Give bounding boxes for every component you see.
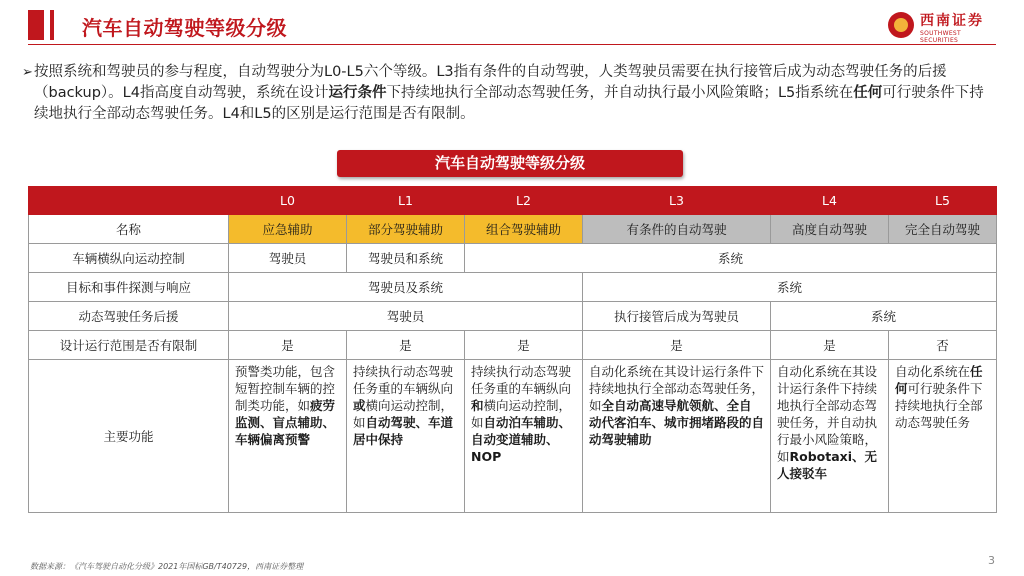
func-bold: 全自动高速导航领航、全自动代客泊车、城市拥堵路段的自动驾驶辅助: [589, 398, 765, 447]
func-text: 预警类功能，包含短暂控制车辆的控制类功能，如: [235, 364, 336, 413]
table-cell: 系统: [771, 302, 997, 331]
table-cell: 否: [889, 331, 997, 360]
intro-bold-1: 运行条件: [328, 85, 387, 101]
table-cell: 是: [347, 331, 465, 360]
function-cell-l4: [771, 360, 889, 513]
page-number: 3: [988, 554, 995, 567]
header-level: L1: [347, 187, 465, 215]
table-row: [29, 244, 997, 273]
header-level: L0: [229, 187, 347, 215]
function-cell-l2: [465, 360, 583, 513]
level-name-cell: 部分驾驶辅助: [347, 215, 465, 244]
function-cell-l3: [583, 360, 771, 513]
func-bold: 自动泊车辅助、自动变道辅助、NOP: [471, 415, 572, 464]
table-cell: 驾驶员及系统: [229, 273, 583, 302]
level-table: [28, 186, 997, 513]
bullet-arrow-icon: ➢: [22, 65, 33, 80]
title-divider: [28, 44, 996, 45]
func-text: 持续执行动态驾驶任务重的车辆纵向: [471, 364, 572, 396]
table-row: [29, 273, 997, 302]
row-label: 设计运行范围是否有限制: [29, 331, 229, 360]
table-cell: 驾驶员: [229, 244, 347, 273]
func-text: 可行驶条件下持续地执行全部动态驾驶任务: [895, 381, 983, 430]
func-text: 自动化系统在: [895, 364, 971, 379]
func-bold: Robotaxi、无人接驳车: [777, 449, 878, 481]
level-name-cell: 应急辅助: [229, 215, 347, 244]
func-text: 横向运动控制，如: [353, 398, 454, 430]
title-accent-bar-thin: [50, 10, 54, 40]
func-text: 横向运动控制，如: [471, 398, 572, 430]
level-name-cell: 高度自动驾驶: [771, 215, 889, 244]
header-level: L3: [583, 187, 771, 215]
func-bold: 和: [471, 398, 484, 413]
table-cell: 是: [771, 331, 889, 360]
func-text: 自动化系统在其设计运行条件下持续地执行全部动态驾驶任务，并自动执行最小风险策略，如: [777, 364, 878, 464]
intro-paragraph: [22, 62, 994, 125]
table-row: [29, 302, 997, 331]
func-bold: 或: [353, 398, 366, 413]
logo-swirl-icon: [894, 18, 908, 32]
logo-text-cn: 西南证券: [920, 13, 984, 29]
table-banner: 汽车自动驾驶等级分级: [337, 150, 683, 177]
table-row: [29, 215, 997, 244]
row-label: 名称: [29, 215, 229, 244]
source-note: 数据来源：《汽车驾驶自动化分级》2021年国标GB/T40729，西南证券整理: [30, 562, 304, 571]
row-label: 车辆横纵向运动控制: [29, 244, 229, 273]
header-level: L5: [889, 187, 997, 215]
table-cell: 执行接管后成为驾驶员: [583, 302, 771, 331]
intro-text-3: 可行驶条件下持续地执行全部动态驾驶任务。L4和L5的区别是运行范围是否有限制。: [34, 85, 984, 122]
intro-text-2: 下持续地执行全部动态驾驶任务，并自动执行最小风险策略；L5指系统在: [386, 85, 854, 101]
table-cell: 驾驶员和系统: [347, 244, 465, 273]
func-bold: 任何: [895, 364, 983, 396]
intro-bold-2: 任何: [853, 85, 883, 101]
table-row: [29, 331, 997, 360]
table-header-row: [29, 187, 997, 215]
function-cell-l5: [889, 360, 997, 513]
table-cell: 是: [229, 331, 347, 360]
table-cell: 驾驶员: [229, 302, 583, 331]
row-label: 动态驾驶任务后援: [29, 302, 229, 331]
function-cell-l1: [347, 360, 465, 513]
row-label: 目标和事件探测与响应: [29, 273, 229, 302]
table-cell: 是: [583, 331, 771, 360]
title-accent-bar: [28, 10, 44, 40]
table-cell: 是: [465, 331, 583, 360]
func-bold: 疲劳监测、盲点辅助、车辆偏离预警: [235, 398, 336, 447]
page-title: 汽车自动驾驶等级分级: [82, 16, 287, 40]
function-cell-l0: [229, 360, 347, 513]
table-cell: 系统: [465, 244, 997, 273]
table-row: [29, 360, 997, 513]
level-name-cell: 有条件的自动驾驶: [583, 215, 771, 244]
header-level: L2: [465, 187, 583, 215]
header-level: L4: [771, 187, 889, 215]
func-text: 自动化系统在其设计运行条件下持续地执行全部动态驾驶任务，如: [589, 364, 765, 413]
header-blank: [29, 187, 229, 215]
func-bold: 自动驾驶、车道居中保持: [353, 415, 454, 447]
row-label: 主要功能: [29, 360, 229, 513]
level-name-cell: 组合驾驶辅助: [465, 215, 583, 244]
intro-text-1: 按照系统和驾驶员的参与程度，自动驾驶分为L0-L5六个等级。L3指有条件的自动驾驶，人类驾驶员需要在执行接管后成为动态驾驶任务的后援（backup）。L4指高度自动驾驶，系统在设计: [34, 64, 947, 101]
table-cell: 系统: [583, 273, 997, 302]
func-text: 持续执行动态驾驶任务重的车辆纵向: [353, 364, 454, 396]
logo-text-en: SOUTHWEST SECURITIES: [920, 30, 961, 44]
company-logo: [888, 10, 998, 42]
level-name-cell: 完全自动驾驶: [889, 215, 997, 244]
